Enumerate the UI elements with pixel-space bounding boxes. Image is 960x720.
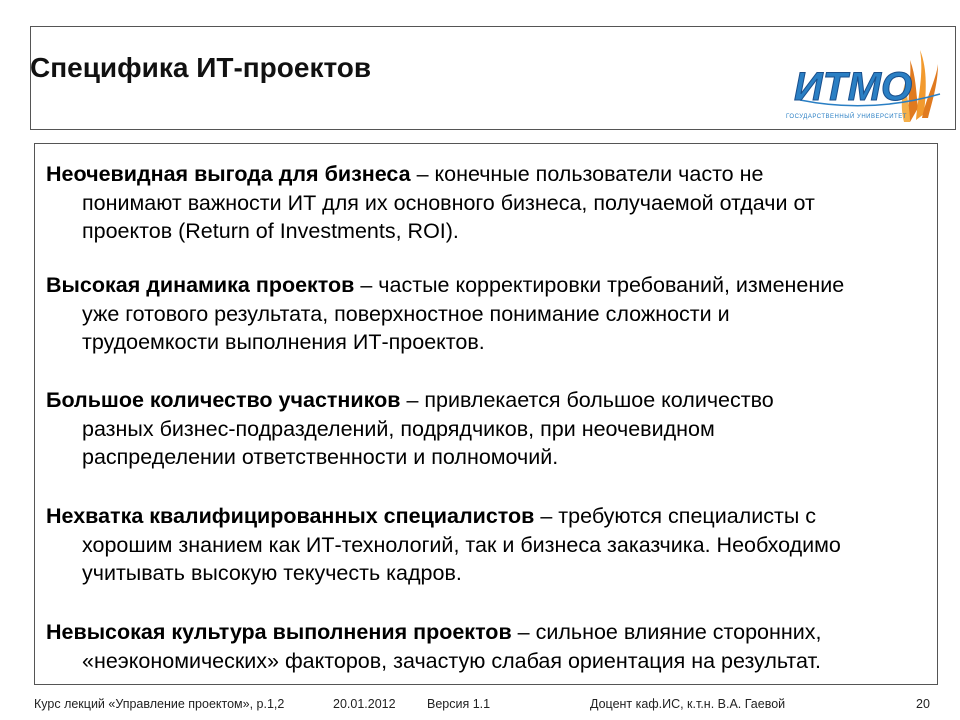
item-heading: Большое количество участников — [46, 388, 401, 412]
list-item — [46, 618, 936, 675]
list-item — [46, 271, 936, 357]
logo-subtitle: ГОСУДАРСТВЕННЫЙ УНИВЕРСИТЕТ — [786, 114, 907, 120]
item-line: разных бизнес-подразделений, подрядчиков, при неочевидном — [82, 416, 715, 441]
list-item — [46, 386, 936, 472]
item-line: уже готового результата, поверхностное понимание сложности и — [82, 301, 730, 326]
item-heading: Неочевидная выгода для бизнеса — [46, 162, 411, 186]
item-text: – сильное влияние сторонних, — [511, 620, 822, 644]
footer-version: Версия 1.1 — [427, 697, 491, 711]
item-line: проектов (Return of Investments, ROI). — [82, 219, 459, 243]
item-text: – требуются специалисты с — [534, 504, 817, 528]
itmo-logo — [760, 30, 950, 126]
item-heading: Невысокая культура выполнения проектов — [46, 620, 512, 644]
item-line: учитывать высокую текучесть кадров. — [82, 561, 462, 585]
item-text: – привлекается большое количество — [400, 388, 774, 412]
footer-author: Доцент каф.ИС, к.т.н. В.А. Гаевой — [590, 697, 786, 711]
item-heading: Высокая динамика проектов — [46, 273, 355, 297]
item-text: – частые корректировки требований, изменение — [354, 273, 845, 297]
item-line: трудоемкости выполнения ИТ-проектов. — [82, 330, 485, 354]
list-item — [46, 160, 936, 246]
list-item — [46, 502, 936, 588]
item-heading: Нехватка квалифицированных специалистов — [46, 504, 535, 528]
item-line: понимают важности ИТ для их основного бизнеса, получаемой отдачи от — [82, 190, 815, 215]
footer-course: Курс лекций «Управление проектом», р.1,2 — [34, 697, 285, 711]
slide-title: Специфика ИТ-проектов — [30, 52, 372, 83]
logo-text: ИТМО — [794, 65, 913, 109]
item-line: хорошим знанием как ИТ-технологий, так и бизнеса заказчика. Необходимо — [82, 532, 841, 557]
footer-date: 20.01.2012 — [333, 697, 396, 711]
item-text: – конечные пользователи часто не — [410, 162, 764, 186]
item-line: распределении ответственности и полномочий. — [82, 445, 559, 469]
item-line: «неэкономических» факторов, зачастую слабая ориентация на результат. — [82, 648, 821, 673]
content-frame — [34, 143, 938, 685]
page-number: 20 — [916, 697, 930, 711]
